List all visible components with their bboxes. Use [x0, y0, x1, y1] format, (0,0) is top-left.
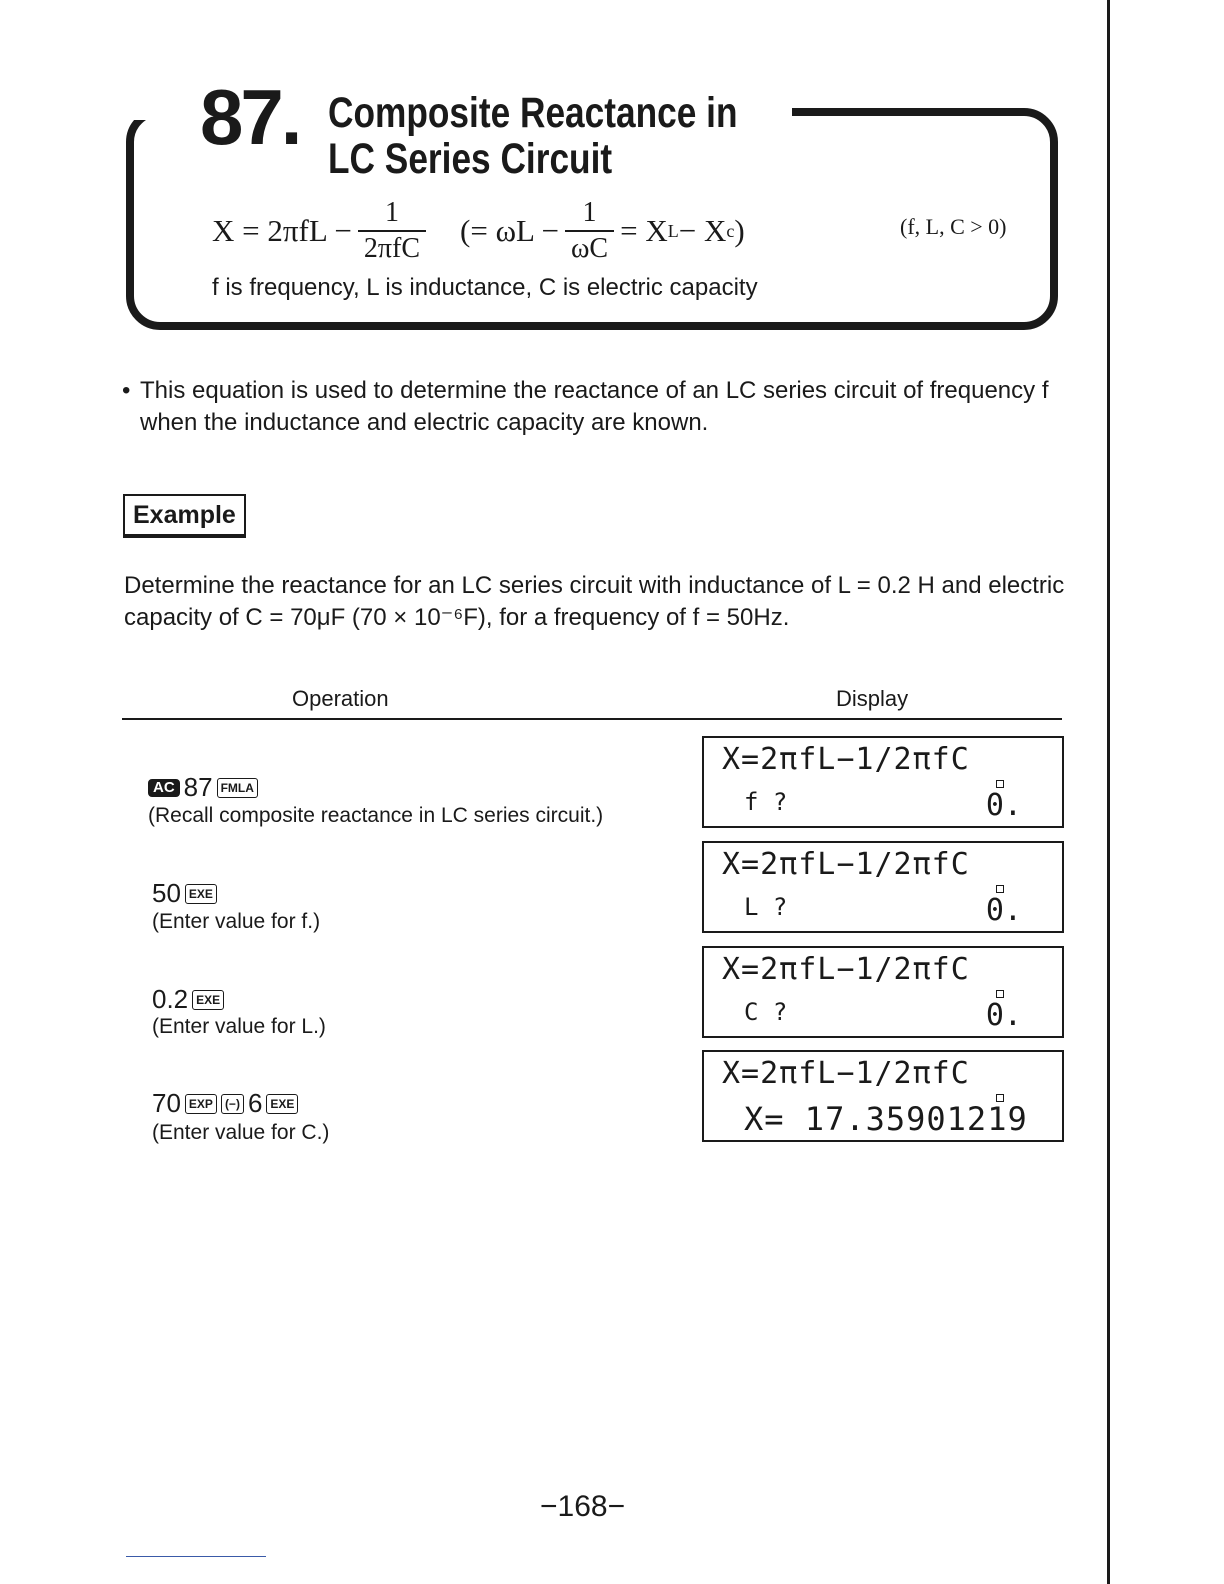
step-description: (Enter value for C.) — [152, 1121, 330, 1144]
cursor-marker — [996, 780, 1004, 788]
negative-key: (−) — [221, 1094, 244, 1114]
example-label: Example — [123, 494, 246, 538]
key-digits: 70 — [152, 1088, 181, 1118]
display-value: 0. — [985, 893, 1022, 928]
exe-key: EXE — [185, 884, 217, 904]
key-digits: 6 — [247, 1088, 263, 1118]
section-number: 87. — [200, 73, 300, 161]
display-result: X= 17.35901219 — [744, 1100, 1028, 1138]
calculator-display — [702, 1050, 1064, 1142]
table-rule — [122, 718, 1062, 720]
formula-close: ) — [734, 213, 745, 248]
display-formula: X=2πfL−1/2πfC — [722, 952, 970, 987]
binding-edge-line — [1107, 0, 1110, 1584]
footer-line — [126, 1556, 266, 1557]
display-formula: X=2πfL−1/2πfC — [722, 847, 970, 882]
calculator-display — [702, 841, 1064, 933]
display-prompt: f ? — [744, 788, 788, 816]
column-header-operation: Operation — [292, 686, 389, 711]
section-title — [328, 90, 738, 182]
step-keys — [152, 984, 224, 1015]
fraction-numerator: 1 — [582, 197, 597, 228]
display-prompt: C ? — [744, 998, 788, 1026]
key-digits: 0.2 — [152, 984, 189, 1014]
exe-key: EXE — [266, 1094, 298, 1114]
formula-eq: = X — [620, 213, 668, 248]
variable-definitions: f is frequency, L is inductance, C is electric capacity — [212, 274, 758, 301]
display-formula: X=2πfL−1/2πfC — [722, 742, 970, 777]
column-header-display: Display — [836, 686, 909, 711]
display-value: 0. — [985, 788, 1022, 823]
formula-minus: − X — [678, 213, 727, 248]
formula-condition: (f, L, C > 0) — [900, 214, 1007, 239]
reactance-formula — [212, 196, 745, 266]
step-keys — [152, 1088, 298, 1119]
formula-fraction-1 — [358, 199, 426, 263]
fraction-denominator: ωC — [565, 230, 614, 263]
intro-text: This equation is used to determine the reactance of an LC series circuit of frequency f when the inductance and electric capacity are known. — [140, 377, 1049, 436]
formula-alt-open: (= ωL − — [460, 213, 559, 248]
section-title-line2: LC Series Circuit — [328, 135, 613, 183]
display-value: 0. — [985, 998, 1022, 1033]
ac-key: AC — [148, 779, 180, 797]
key-digits: 50 — [152, 878, 181, 908]
step-description: (Recall composite reactance in LC series circuit.) — [148, 804, 604, 827]
bullet: • — [122, 377, 131, 404]
calculator-display — [702, 946, 1064, 1038]
example-text: Determine the reactance for an LC series circuit with inductance of L = 0.2 H and electric capacity of C = 70μF (70 × 10⁻⁶F), for a frequency of f = 50Hz. — [124, 572, 1065, 631]
display-prompt: L ? — [744, 893, 788, 921]
intro-paragraph — [122, 375, 1088, 439]
exp-key: EXP — [185, 1094, 217, 1114]
formula-lhs: X = 2πfL − — [212, 213, 352, 248]
exe-key: EXE — [192, 990, 224, 1010]
fraction-numerator: 1 — [384, 197, 399, 228]
fmla-key: FMLA — [217, 778, 258, 798]
step-keys — [148, 772, 258, 803]
calculator-display — [702, 736, 1064, 828]
section-title-line1: Composite Reactance in — [328, 89, 738, 137]
step-description: (Enter value for f.) — [152, 910, 321, 933]
key-digits: 87 — [183, 772, 213, 802]
display-formula: X=2πfL−1/2πfC — [722, 1056, 970, 1091]
cursor-marker — [996, 990, 1004, 998]
formula-sub-l: L — [667, 220, 679, 241]
cursor-marker — [996, 885, 1004, 893]
formula-sub-c: c — [726, 220, 735, 241]
fraction-denominator: 2πfC — [358, 230, 426, 263]
step-description: (Enter value for L.) — [152, 1015, 326, 1038]
formula-fraction-2 — [565, 199, 614, 263]
step-keys — [152, 878, 217, 909]
page-number: −168− — [540, 1490, 626, 1523]
